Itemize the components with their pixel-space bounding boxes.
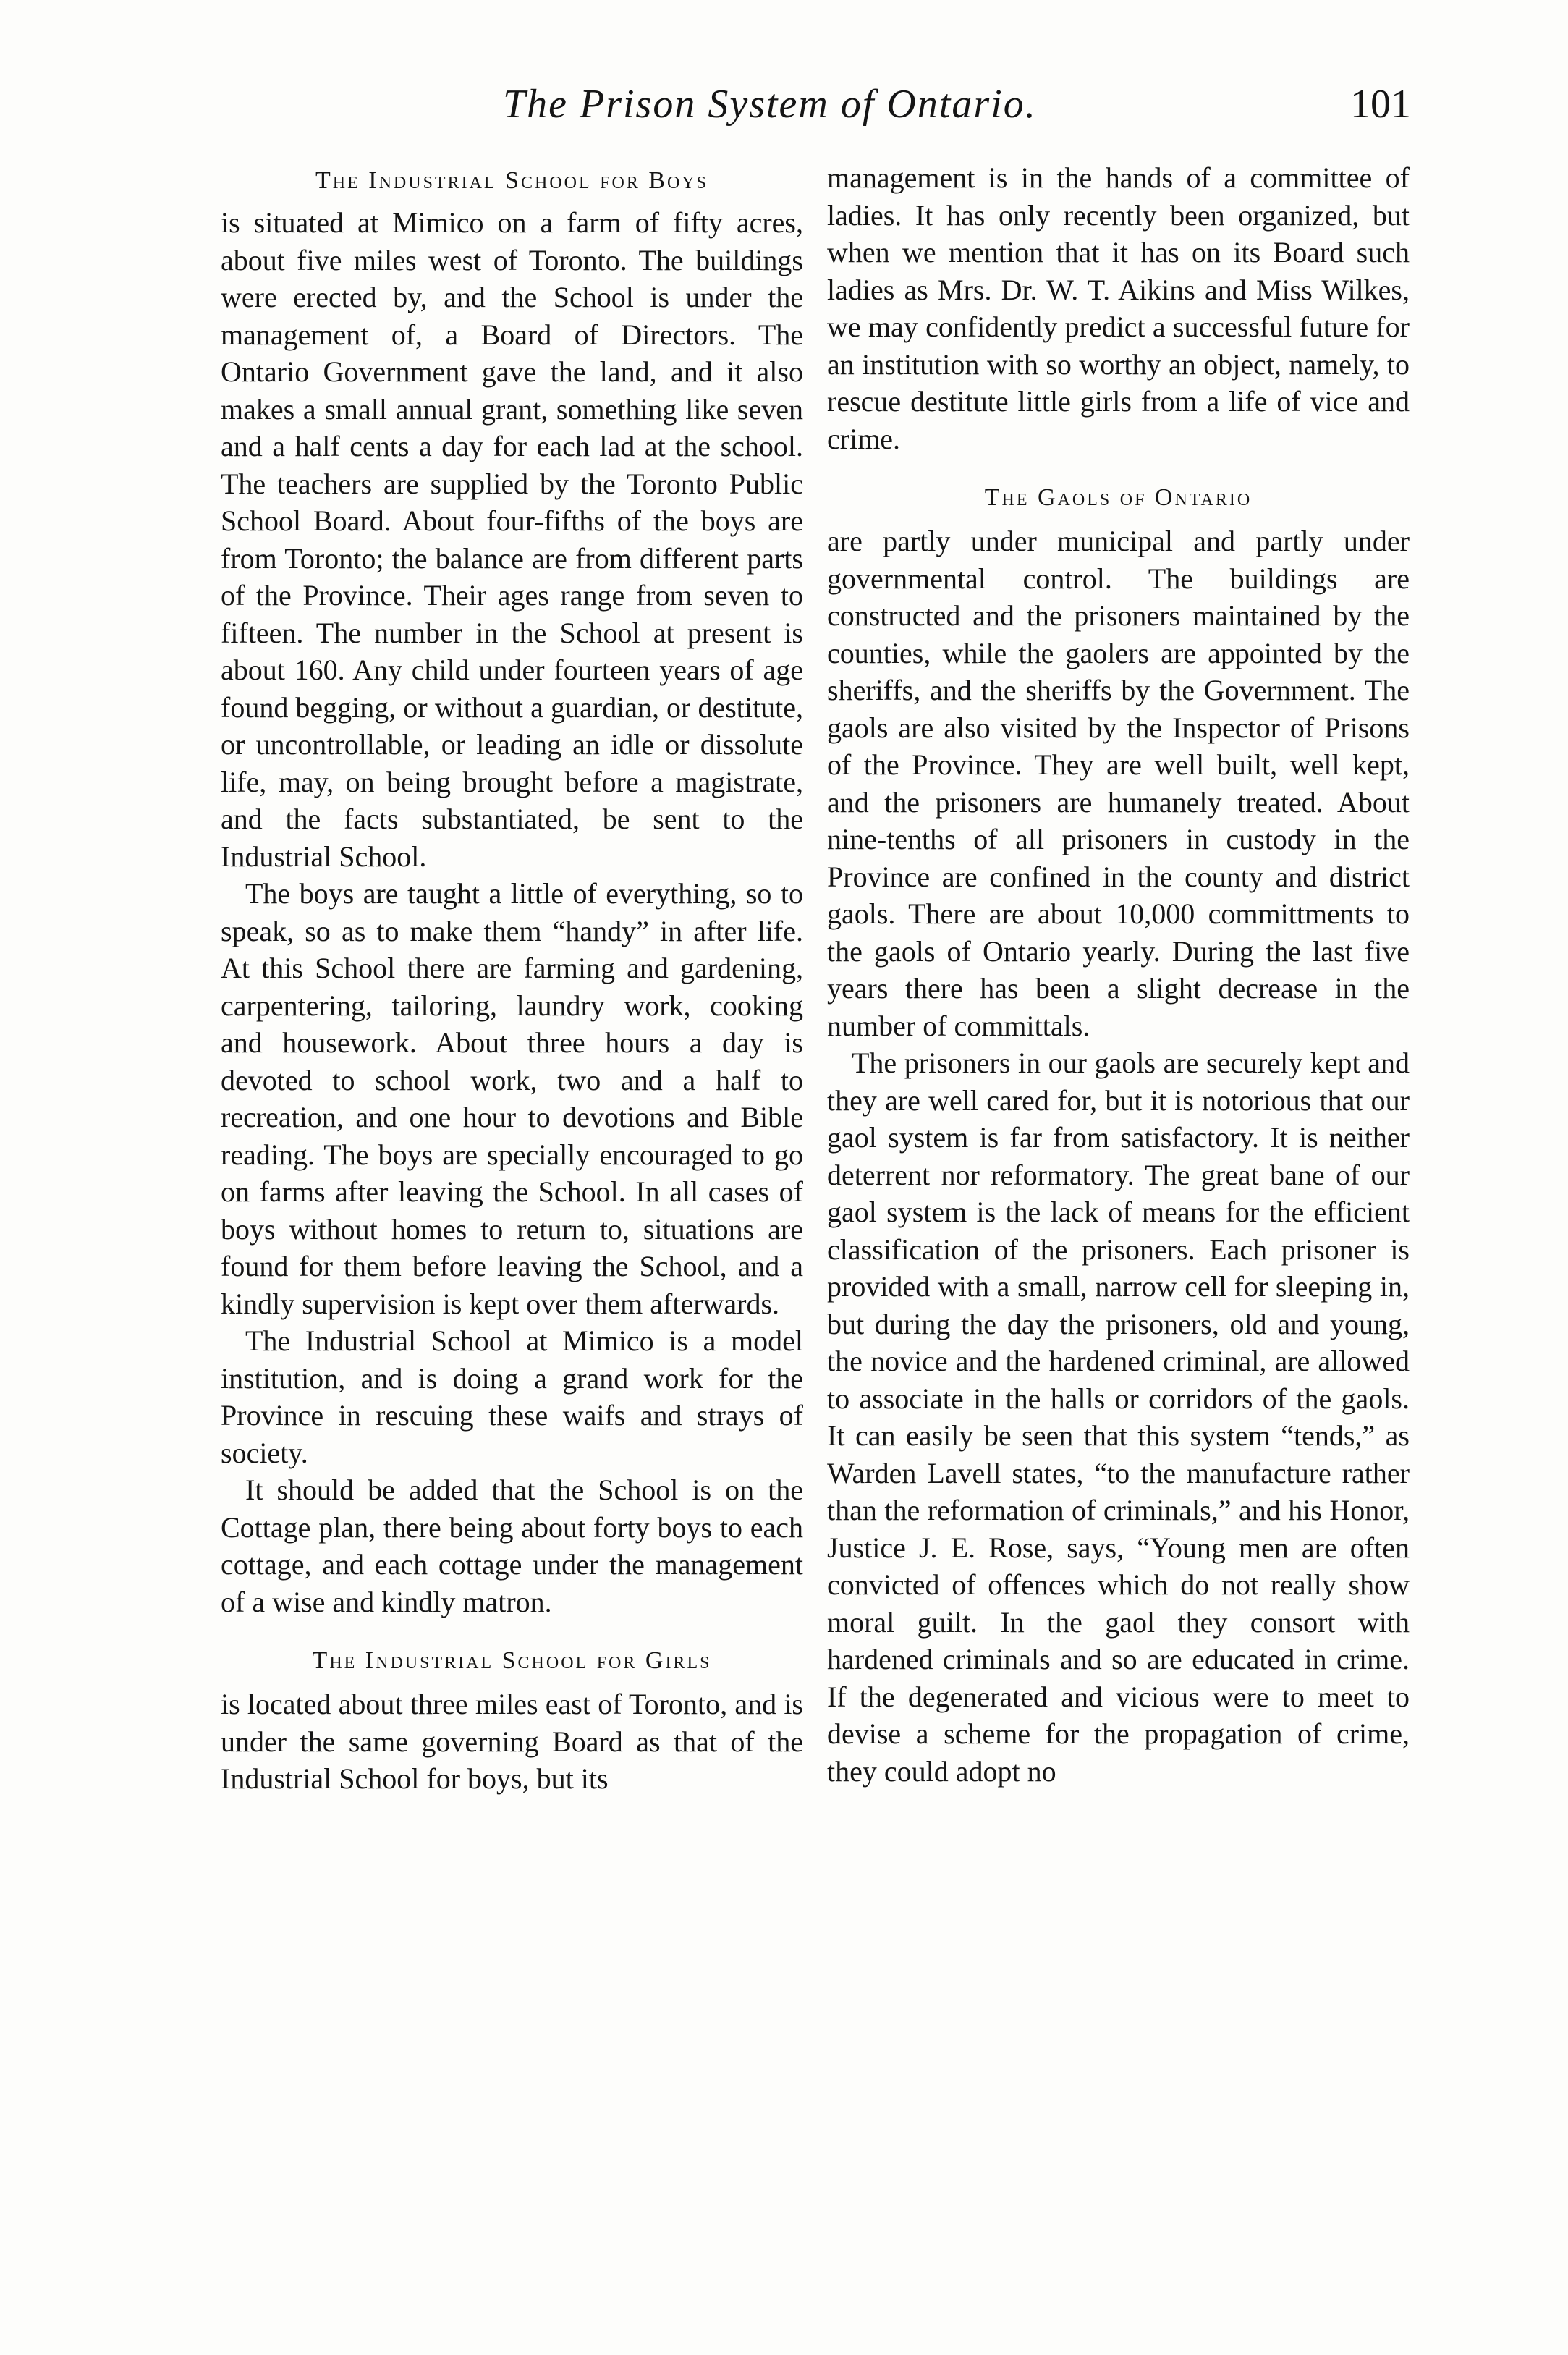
- section-heading-boys-school: The Industrial School for Boys: [315, 167, 709, 194]
- paragraph-girls-management: management is in the hands of a committee of ladies. It has only recently been organized, but when we mention that it has on its Board such ladies as Mrs. Dr. W. T. Aikins and Miss Wilkes, we may confidently predict a successful future for an institution with so worthy an object, namely, to rescue destitute little girls from a life of vice and crime.: [827, 161, 1410, 455]
- paragraph-gaols-classification: The prisoners in our gaols are securely kept and they are well cared for, but it is notorious that our gaol system is far from satisfactory. It is neither deterrent nor reformatory. The great bane of our gaol system is the lack of means for the efficient classification of the prisoners. Each prisoner is provided with a small, narrow cell for sleeping in, but during the day the prisoners, old and young, the novice and the hardened criminal, are allowed to associate in the halls or corridors of the gaols. It can easily be seen that this system “tends,” as Warden Lavell states, “to the manufacture rather than the reformation of criminals,” and his Honor, Justice J. E. Rose, says, “Young men are often convicted of offences which do not really show moral guilt. In the gaol they consort with hardened criminals and so are educated in crime. If the degenerated and vicious were to meet to devise a scheme for the propagation of crime, they could adopt no: [827, 1047, 1410, 1788]
- paragraph-boys-cottage-plan: It should be added that the School is on the Cottage plan, there being about forty boys to each cottage, and each cottage under the management of a wise and kindly matron.: [221, 1474, 803, 1618]
- section-heading-gaols: The Gaols of Ontario: [984, 484, 1253, 511]
- section-heading-girls-school: The Industrial School for Girls: [312, 1647, 712, 1674]
- paragraph-girls-location: is located about three miles east of Toronto, and is under the same governing Board as that of the Industrial School for boys, but its: [221, 1688, 803, 1795]
- paragraph-boys-model-institution: The Industrial School at Mimico is a model institution, and is doing a grand work for the Province in rescuing these waifs and strays of society.: [221, 1324, 803, 1469]
- left-column: [221, 159, 803, 1798]
- page-number: 101: [1350, 82, 1411, 127]
- paragraph-boys-training: The boys are taught a little of everything, so to speak, so as to make them “handy” in after life. At this School there are farming and gardening, carpentering, tailoring, laundry work, cooking and housework. About three hours a day is devoted to school work, two and a half to recreation, and one hour to devotions and Bible reading. The boys are specially encouraged to go on farms after leaving the School. In all cases of boys without homes to return to, situations are found for them before leaving the School, and a kindly supervision is kept over them afterwards.: [221, 877, 803, 1320]
- paragraph-gaols-control: are partly under municipal and partly under governmental control. The buildings are constructed and the prisoners maintained by the counties, while the gaolers are appointed by the sheriffs, and the sheriffs by the Government. The gaols are also visited by the Inspector of Prisons of the Province. They are well built, well kept, and the prisoners are humanely treated. About nine-tenths of all prisoners in custody in the Province are confined in the county and district gaols. There are about 10,000 committments to the gaols of Ontario yearly. During the last five years there has been a slight decrease in the number of committals.: [827, 525, 1410, 1042]
- running-head: [217, 81, 1411, 132]
- right-column: [827, 159, 1410, 1790]
- paragraph-boys-location: is situated at Mimico on a farm of fifty acres, about five miles west of Toronto. The buildings were erected by, and the School is under the management of, a Board of Directors. The Ontario Government gave the land, and it also makes a small annual grant, something like seven and a half cents a day for each lad at the school. The teachers are supplied by the Toronto Public School Board. About four-fifths of the boys are from Toronto; the balance are from different parts of the Province. Their ages range from seven to fifteen. The number in the School at present is about 160. Any child under fourteen years of age found begging, or without a guardian, or destitute, or uncontrollable, or leading an idle or dissolute life, may, on being brought before a magistrate, and the facts substantiated, be sent to the Industrial School.: [221, 206, 803, 873]
- running-title: The Prison System of Ontario.: [503, 82, 1037, 127]
